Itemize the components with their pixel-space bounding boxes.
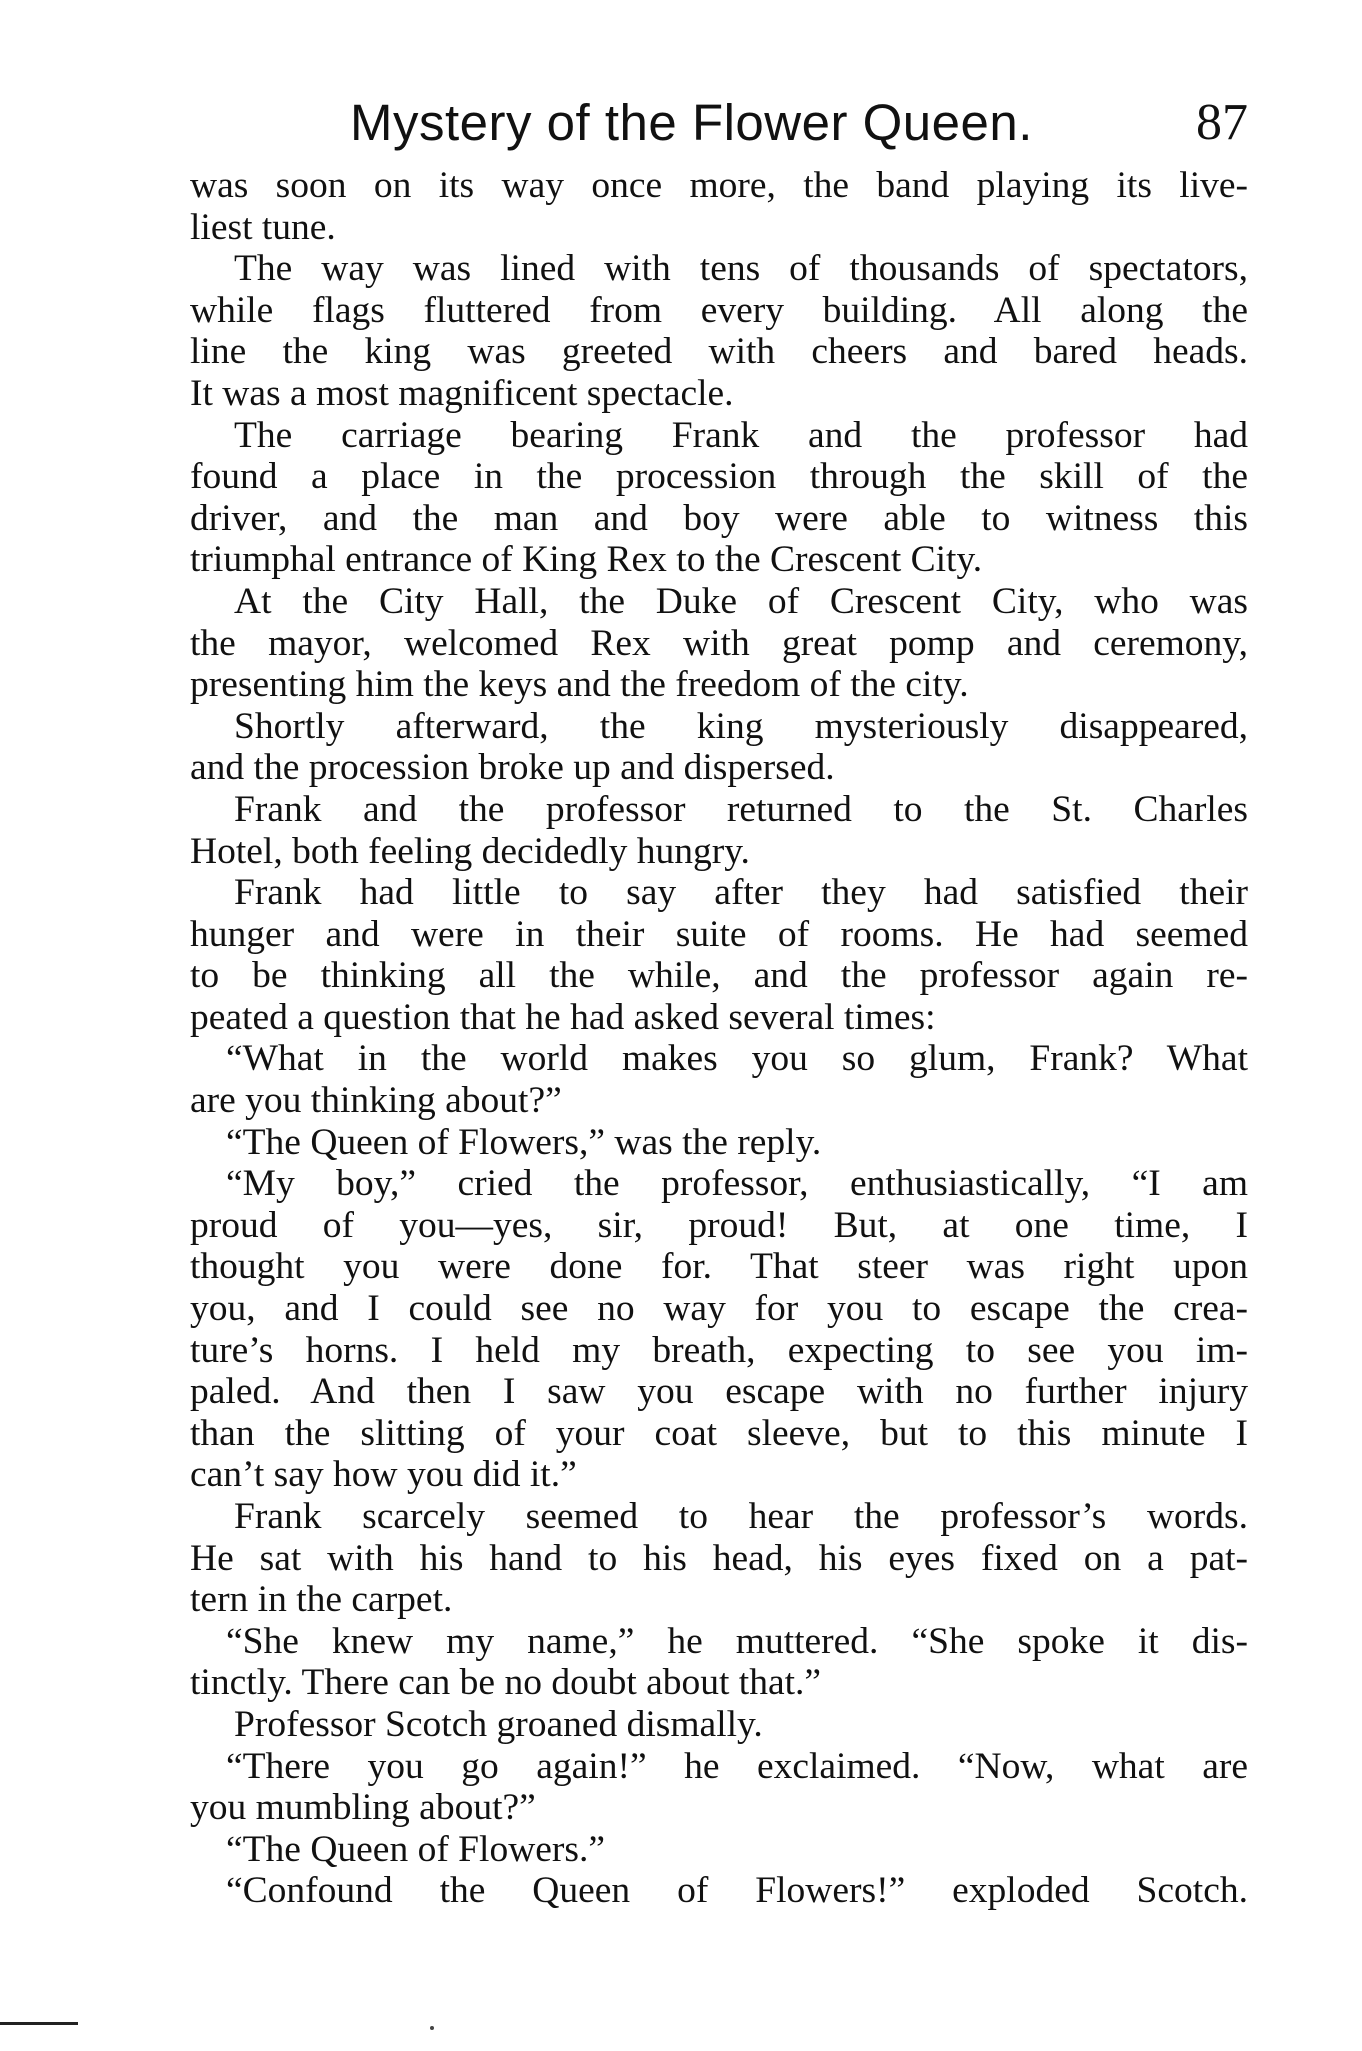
text-line: “She knew my name,” he muttered. “She spoke it dis- — [226, 1620, 1248, 1662]
text-line: triumphal entrance of King Rex to the Crescent City. — [190, 539, 983, 581]
text-line: “Confound the Queen of Flowers!” exploded Scotch. — [226, 1870, 1248, 1912]
text-line: He sat with his hand to his head, his eyes fixed on a pat- — [190, 1537, 1248, 1579]
text-line: “The Queen of Flowers,” was the reply. — [226, 1121, 822, 1163]
text-line: Frank and the professor returned to the St. Charles — [234, 788, 1248, 830]
text-line: was soon on its way once more, the band playing its live- — [190, 165, 1248, 206]
text-line: Shortly afterward, the king mysteriously disappeared, — [234, 705, 1248, 747]
margin-rule-mark — [0, 2022, 78, 2025]
running-title: Mystery of the Flower Queen. — [350, 94, 1033, 151]
page-number: 87 — [1196, 94, 1248, 151]
text-line: than the slitting of your coat sleeve, but to this minute I — [190, 1412, 1248, 1454]
text-line: and the procession broke up and dispersed. — [190, 747, 835, 789]
text-line: “There you go again!” he exclaimed. “Now, what are — [226, 1745, 1248, 1787]
text-line: presenting him the keys and the freedom of the city. — [190, 664, 969, 706]
body-text — [190, 165, 1248, 1912]
text-line: while flags fluttered from every building. All along the — [190, 289, 1248, 331]
text-line: tern in the carpet. — [190, 1579, 453, 1621]
page-header — [350, 88, 1248, 158]
text-line: The carriage bearing Frank and the professor had — [234, 414, 1248, 456]
text-line: liest tune. — [190, 206, 336, 248]
text-line: “The Queen of Flowers.” — [226, 1828, 606, 1870]
text-line: to be thinking all the while, and the professor again re- — [190, 955, 1248, 997]
text-line: peated a question that he had asked several times: — [190, 996, 936, 1038]
text-line: the mayor, welcomed Rex with great pomp and ceremony, — [190, 622, 1248, 664]
print-dot-mark — [430, 2026, 434, 2030]
text-line: are you thinking about?” — [190, 1080, 562, 1122]
text-line: paled. And then I saw you escape with no further injury — [190, 1371, 1248, 1413]
text-line: you mumbling about?” — [190, 1787, 536, 1829]
text-line: At the City Hall, the Duke of Crescent City, who was — [234, 580, 1248, 622]
text-line: you, and I could see no way for you to escape the crea- — [190, 1288, 1248, 1330]
text-line: tinctly. There can be no doubt about that.” — [190, 1662, 822, 1704]
text-line: It was a most magnificent spectacle. — [190, 372, 734, 414]
text-line: hunger and were in their suite of rooms. He had seemed — [190, 913, 1248, 955]
text-line: ture’s horns. I held my breath, expecting to see you im- — [190, 1329, 1248, 1371]
text-line: thought you were done for. That steer was right upon — [190, 1246, 1248, 1288]
text-line: Professor Scotch groaned dismally. — [234, 1703, 763, 1745]
text-line: Frank scarcely seemed to hear the professor’s words. — [234, 1496, 1248, 1537]
text-line: driver, and the man and boy were able to witness this — [190, 497, 1248, 539]
text-line: “My boy,” cried the professor, enthusiastically, “I am — [226, 1163, 1248, 1205]
text-line: Frank had little to say after they had satisfied their — [234, 872, 1248, 914]
text-line: Hotel, both feeling decidedly hungry. — [190, 830, 750, 872]
text-line: The way was lined with tens of thousands of spectators, — [234, 248, 1248, 290]
text-line: proud of you—yes, sir, proud! But, at one time, I — [190, 1204, 1248, 1246]
text-line: “What in the world makes you so glum, Frank? What — [226, 1038, 1248, 1080]
text-line: line the king was greeted with cheers and bared heads. — [190, 331, 1248, 373]
text-line: found a place in the procession through the skill of the — [190, 456, 1248, 498]
text-line: can’t say how you did it.” — [190, 1454, 577, 1496]
